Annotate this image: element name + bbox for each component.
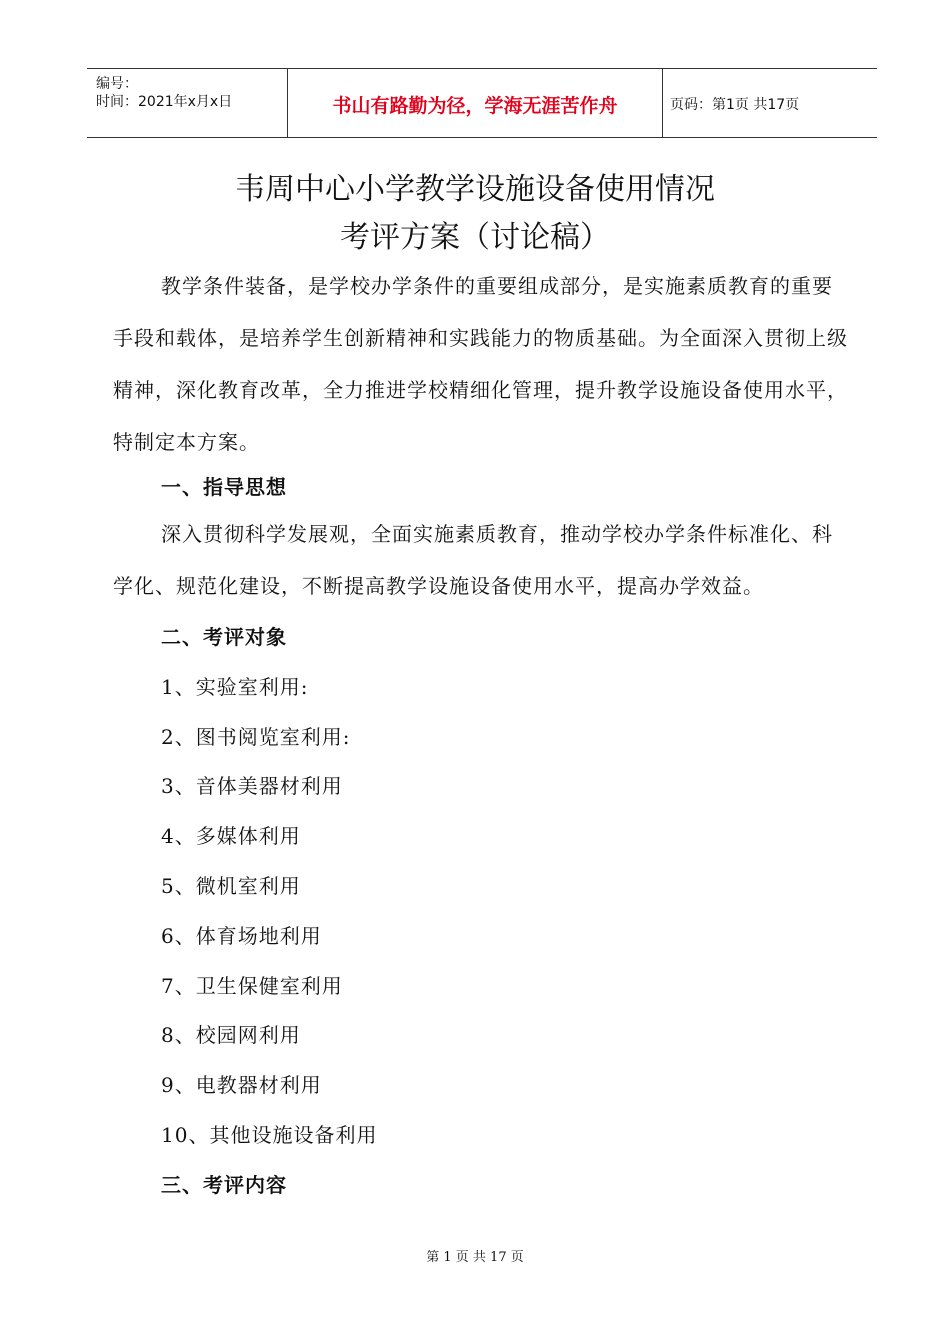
list-item: 4、多媒体利用 <box>161 824 301 848</box>
list-item: 10、其他设施设备利用 <box>161 1123 378 1147</box>
list-item: 2、图书阅览室利用: <box>161 725 351 749</box>
section-heading-evaluation-content: 三、考评内容 <box>161 1173 287 1197</box>
list-item: 9、电教器材利用 <box>161 1073 322 1097</box>
guiding-ideology-paragraph: 深入贯彻科学发展观，全面实施素质教育，推动学校办学条件标准化、科学化、规范化建设，不断提高教学设施设备使用水平，提高办学效益。 <box>113 522 833 598</box>
list-item: 8、校园网利用 <box>161 1023 301 1047</box>
section-heading-evaluation-objects: 二、考评对象 <box>161 625 287 649</box>
document-title-line1: 韦周中心小学教学设施设备使用情况 <box>235 172 715 207</box>
header-page-cell <box>662 69 877 137</box>
document-header <box>87 68 877 138</box>
page-footer: 第 1 页 共 17 页 <box>426 1250 524 1265</box>
header-motto-cell <box>287 69 663 137</box>
motto-text: 书山有路勤为径，学海无涯苦作舟 <box>332 95 618 117</box>
list-item: 5、微机室利用 <box>161 874 301 898</box>
list-item: 1、实验室利用: <box>161 675 309 699</box>
intro-paragraph: 教学条件装备，是学校办学条件的重要组成部分，是实施素质教育的重要手段和载体，是培养学生创新精神和实践能力的物质基础。为全面深入贯彻上级精神，深化教育改革，全力推进学校精细化管理，提升教学设施设备使用水平，特制定本方案。 <box>113 274 848 454</box>
list-item: 7、卫生保健室利用 <box>161 974 343 998</box>
header-info-cell <box>87 69 287 137</box>
page-code-label: 页码：第1页 共17页 <box>670 97 800 113</box>
section-heading-guiding-ideology: 一、指导思想 <box>161 475 287 499</box>
document-date-label: 时间：2021年x月x日 <box>96 94 233 110</box>
list-item: 6、体育场地利用 <box>161 924 322 948</box>
document-number-label: 编号： <box>96 76 138 92</box>
list-item: 3、音体美器材利用 <box>161 774 343 798</box>
document-title-line2: 考评方案（讨论稿） <box>340 220 610 255</box>
